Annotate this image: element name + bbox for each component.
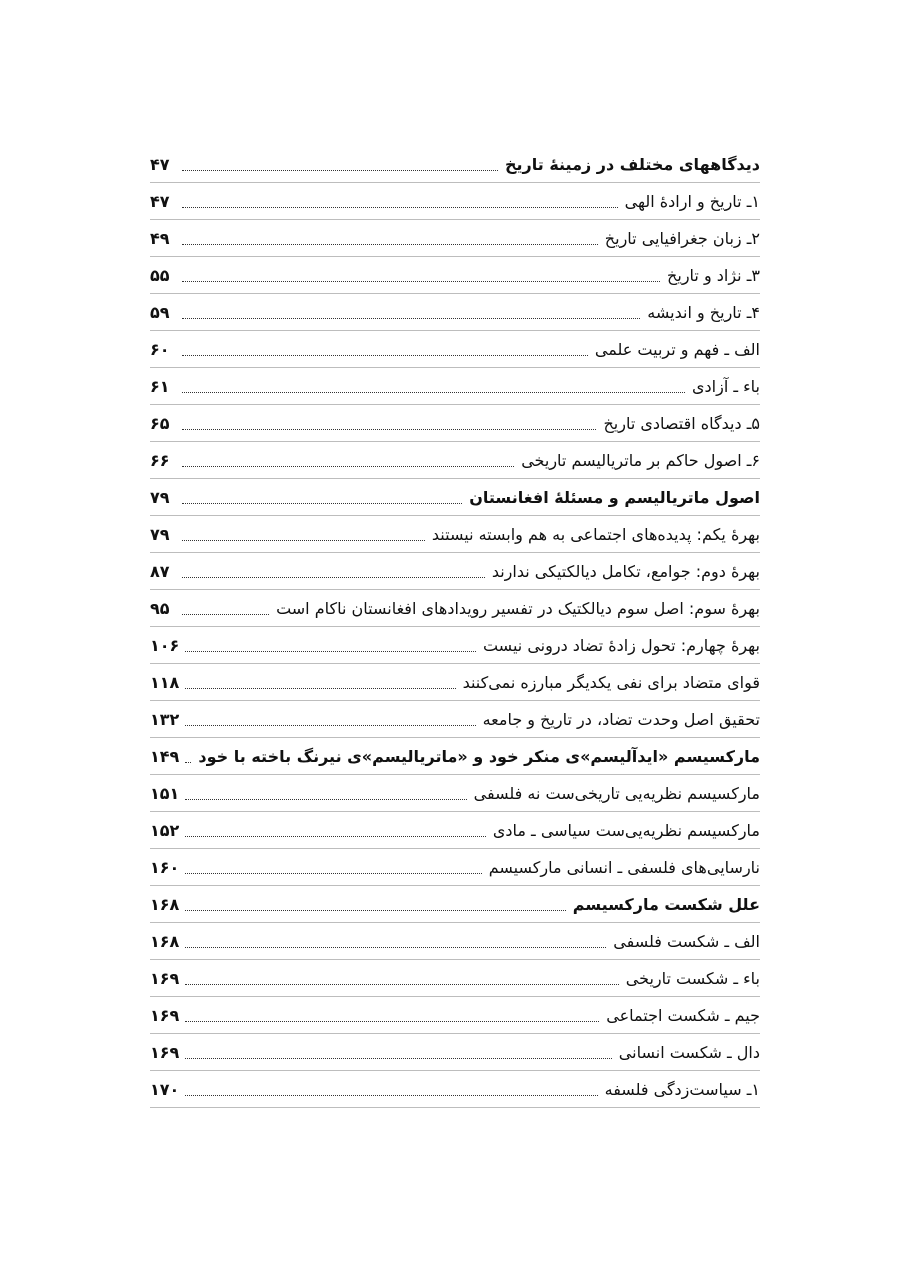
toc-entry bbox=[150, 442, 760, 479]
toc-entry-title: باء ـ شکست تاریخی bbox=[625, 968, 760, 988]
toc-entry-title: ۶ـ اصول حاکم بر ماتریالیسم تاریخی bbox=[521, 450, 760, 470]
toc-entry-page-number: ۶۱ bbox=[150, 376, 170, 396]
toc-entry-title: بهرهٔ سوم: اصل سوم دیالکتیک در تفسیر رویدادهای افغانستان ناکام است bbox=[276, 598, 760, 618]
dot-leader bbox=[185, 762, 191, 763]
dot-leader bbox=[185, 799, 466, 800]
toc-entry-page-number: ۱۶۹ bbox=[150, 968, 180, 988]
toc-entry bbox=[150, 997, 760, 1034]
toc-entry bbox=[150, 183, 760, 220]
dot-leader bbox=[182, 170, 498, 171]
dot-leader bbox=[182, 392, 685, 393]
toc-entry bbox=[150, 146, 760, 183]
dot-leader bbox=[185, 1058, 612, 1059]
toc-entry bbox=[150, 368, 760, 405]
toc-entry-title: ۴ـ تاریخ و اندیشه bbox=[647, 302, 760, 322]
toc-entry bbox=[150, 1034, 760, 1071]
toc-entry-page-number: ۶۵ bbox=[150, 413, 170, 433]
toc-entry-title: نارسایی‌های فلسفی ـ انسانی مارکسیسم bbox=[488, 857, 760, 877]
dot-leader bbox=[182, 466, 514, 467]
toc-entry bbox=[150, 923, 760, 960]
toc-entry-title: دال ـ شکست انسانی bbox=[618, 1042, 760, 1062]
toc-entry-page-number: ۷۹ bbox=[150, 487, 170, 507]
toc-entry bbox=[150, 664, 760, 701]
toc-entry-page-number: ۱۱۸ bbox=[150, 672, 180, 692]
toc-entry-page-number: ۵۵ bbox=[150, 265, 170, 285]
toc-entry-title: باء ـ آزادی bbox=[692, 376, 760, 396]
toc-entry-title: ۱ـ تاریخ و ارادهٔ الهی bbox=[624, 191, 760, 211]
dot-leader bbox=[185, 688, 455, 689]
dot-leader bbox=[182, 281, 660, 282]
toc-entry bbox=[150, 701, 760, 738]
toc-entry-page-number: ۷۹ bbox=[150, 524, 170, 544]
table-of-contents bbox=[150, 146, 760, 1108]
toc-entry-page-number: ۹۵ bbox=[150, 598, 170, 618]
toc-entry bbox=[150, 960, 760, 997]
toc-entry bbox=[150, 331, 760, 368]
toc-entry bbox=[150, 1071, 760, 1108]
toc-entry bbox=[150, 627, 760, 664]
dot-leader bbox=[185, 836, 486, 837]
dot-leader bbox=[182, 318, 640, 319]
toc-entry-page-number: ۸۷ bbox=[150, 561, 170, 581]
dot-leader bbox=[185, 1021, 599, 1022]
toc-entry bbox=[150, 553, 760, 590]
toc-entry-page-number: ۶۶ bbox=[150, 450, 170, 470]
dot-leader bbox=[185, 725, 475, 726]
toc-entry-page-number: ۱۴۹ bbox=[150, 746, 180, 766]
dot-leader bbox=[182, 355, 588, 356]
toc-entry-page-number: ۴۷ bbox=[150, 154, 170, 174]
toc-entry-page-number: ۱۵۲ bbox=[150, 820, 180, 840]
toc-entry-page-number: ۱۶۹ bbox=[150, 1042, 180, 1062]
toc-entry bbox=[150, 738, 760, 775]
toc-entry-title: قوای متضاد برای نفی یکدیگر مبارزه نمی‌کنند bbox=[462, 672, 760, 692]
toc-entry-title: دیدگاههای مختلف در زمینهٔ تاریخ bbox=[504, 154, 760, 174]
toc-entry bbox=[150, 775, 760, 812]
dot-leader bbox=[182, 614, 269, 615]
dot-leader bbox=[185, 873, 481, 874]
dot-leader bbox=[185, 984, 619, 985]
toc-entry-title: مارکسیسم نظریه‌یی‌ست سیاسی ـ مادی bbox=[492, 820, 760, 840]
toc-entry-page-number: ۴۹ bbox=[150, 228, 170, 248]
toc-entry bbox=[150, 812, 760, 849]
toc-entry-title: تحقیق اصل وحدت تضاد، در تاریخ و جامعه bbox=[482, 709, 760, 729]
toc-entry-page-number: ۱۶۸ bbox=[150, 894, 180, 914]
toc-entry-title: مارکسیسم «ایدآلیسم»ی منکر خود و «ماتریالیسم»ی نیرنگ باخته با خود bbox=[198, 746, 760, 766]
dot-leader bbox=[185, 910, 565, 911]
dot-leader bbox=[185, 1095, 597, 1096]
toc-entry-page-number: ۱۳۲ bbox=[150, 709, 180, 729]
dot-leader bbox=[182, 577, 485, 578]
dot-leader bbox=[182, 503, 462, 504]
toc-entry-page-number: ۱۶۸ bbox=[150, 931, 180, 951]
toc-entry-page-number: ۴۷ bbox=[150, 191, 170, 211]
toc-entry-title: جیم ـ شکست اجتماعی bbox=[606, 1005, 760, 1025]
toc-entry-page-number: ۶۰ bbox=[150, 339, 170, 359]
dot-leader bbox=[185, 947, 606, 948]
dot-leader bbox=[182, 244, 598, 245]
toc-entry-page-number: ۱۶۰ bbox=[150, 857, 180, 877]
toc-entry-title: الف ـ شکست فلسفی bbox=[613, 931, 760, 951]
toc-entry bbox=[150, 405, 760, 442]
dot-leader bbox=[182, 429, 596, 430]
toc-entry bbox=[150, 849, 760, 886]
toc-entry-title: اصول ماتریالیسم و مسئلهٔ افغانستان bbox=[469, 487, 760, 507]
toc-entry bbox=[150, 590, 760, 627]
toc-entry-page-number: ۱۶۹ bbox=[150, 1005, 180, 1025]
dot-leader bbox=[182, 540, 425, 541]
toc-entry bbox=[150, 479, 760, 516]
toc-entry-title: بهرهٔ چهارم: تحول زادهٔ تضاد درونی نیست bbox=[482, 635, 760, 655]
toc-entry bbox=[150, 886, 760, 923]
toc-entry bbox=[150, 257, 760, 294]
toc-entry bbox=[150, 220, 760, 257]
toc-entry-page-number: ۱۷۰ bbox=[150, 1079, 180, 1099]
toc-entry bbox=[150, 294, 760, 331]
toc-entry bbox=[150, 516, 760, 553]
toc-entry-page-number: ۱۵۱ bbox=[150, 783, 180, 803]
toc-entry-page-number: ۱۰۶ bbox=[150, 635, 180, 655]
toc-entry-title: ۳ـ نژاد و تاریخ bbox=[667, 265, 760, 285]
toc-entry-title: بهرهٔ یکم: پدیده‌های اجتماعی به هم وابسته نیستند bbox=[431, 524, 760, 544]
dot-leader bbox=[182, 207, 618, 208]
toc-entry-page-number: ۵۹ bbox=[150, 302, 170, 322]
toc-entry-title: ۲ـ زبان جغرافیایی تاریخ bbox=[604, 228, 760, 248]
toc-entry-title: مارکسیسم نظریه‌یی تاریخی‌ست نه فلسفی bbox=[473, 783, 760, 803]
dot-leader bbox=[185, 651, 476, 652]
toc-entry-title: بهرهٔ دوم: جوامع، تکامل دیالکتیکی ندارند bbox=[491, 561, 760, 581]
toc-entry-title: الف ـ فهم و تربیت علمی bbox=[594, 339, 760, 359]
toc-entry-title: ۵ـ دیدگاه اقتصادی تاریخ bbox=[603, 413, 760, 433]
toc-entry-title: ۱ـ سیاست‌زدگی فلسفه bbox=[604, 1079, 760, 1099]
toc-entry-title: علل شکست مارکسیسم bbox=[572, 894, 760, 914]
